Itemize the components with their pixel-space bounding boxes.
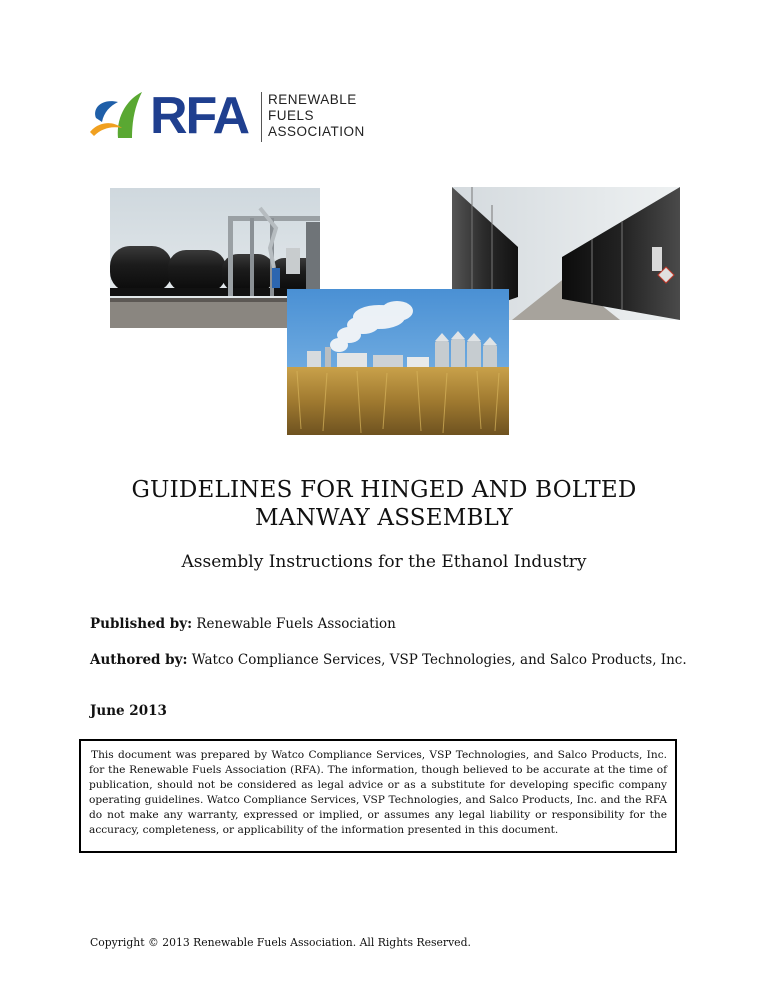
logo-full-name — [268, 92, 365, 140]
logo-line-1: RENEWABLE — [268, 92, 357, 107]
logo-acronym: RFA — [150, 87, 248, 145]
published-by-label: Published by: — [90, 616, 193, 632]
document-subtitle: Assembly Instructions for the Ethanol Industry — [181, 552, 587, 572]
copyright-notice: Copyright © 2013 Renewable Fuels Association. All Rights Reserved. — [90, 936, 471, 949]
authored-by-label: Authored by: — [90, 652, 188, 668]
title-line-1: GUIDELINES FOR HINGED AND BOLTED — [131, 477, 637, 503]
title-line-2: MANWAY ASSEMBLY — [255, 505, 513, 531]
rfa-leaf-icon — [88, 88, 148, 144]
published-by — [90, 616, 396, 632]
rfa-logo — [88, 88, 378, 144]
logo-line-2: FUELS — [268, 108, 315, 123]
authored-by — [90, 652, 687, 668]
publication-date: June 2013 — [90, 703, 167, 719]
document-title — [0, 476, 768, 532]
logo-line-3: ASSOCIATION — [268, 124, 365, 139]
disclaimer-box: This document was prepared by Watco Compliance Services, VSP Technologies, and Salco Products, Inc. for the Renewable Fuels Association (RFA). The information, though believed to be accurate at the time of publication, should not be considered as legal advice or as a substitute for developing specific company operating guidelines. Watco Compliance Services, VSP Technologies, and Salco Products, Inc. and the RFA do not make any warranty, expressed or implied, or assumes any legal liability or responsibility for the accuracy, completeness, or applicability of the information presented in this document. — [79, 739, 677, 853]
authored-by-value: Watco Compliance Services, VSP Technologies, and Salco Products, Inc. — [187, 652, 687, 668]
ethanol-plant-photo — [287, 289, 509, 435]
logo-divider — [261, 92, 262, 142]
published-by-value: Renewable Fuels Association — [192, 616, 396, 632]
